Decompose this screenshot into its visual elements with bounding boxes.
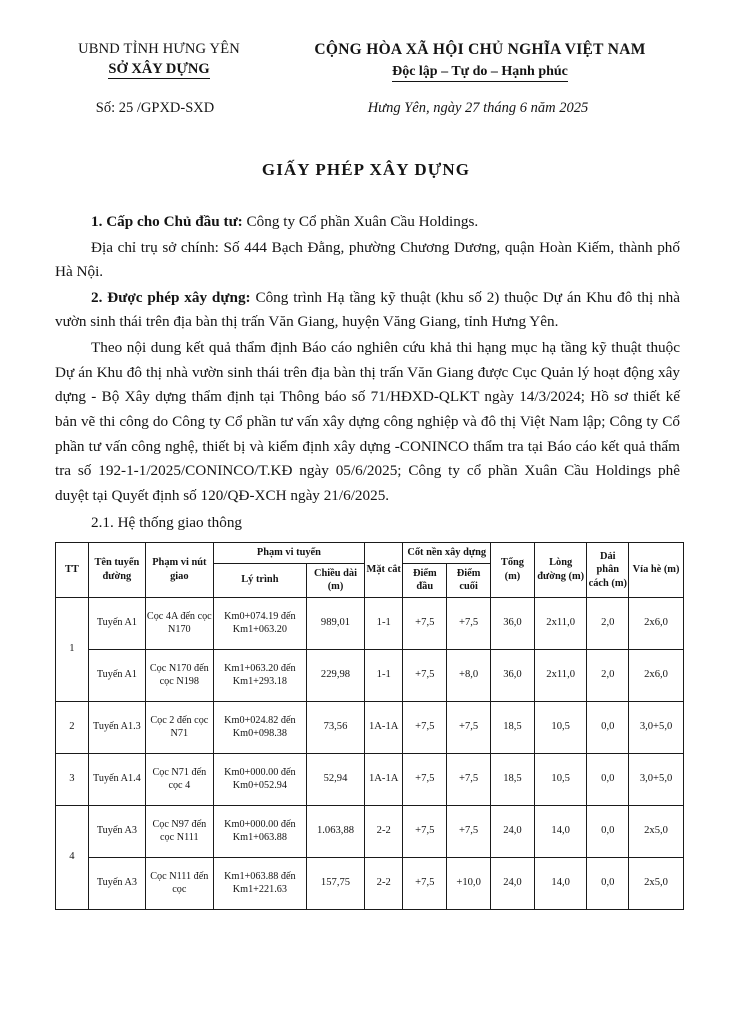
cell-chieu-dai: 1.063,88: [306, 805, 364, 857]
table-row: [56, 857, 684, 909]
document-date: Hưng Yên, ngày 27 tháng 6 năm 2025: [367, 99, 589, 116]
section-1-label: 1. Cấp cho Chủ đầu tư:: [91, 212, 243, 230]
cell-tong: 36,0: [491, 649, 535, 701]
cell-diem-cuoi: +7,5: [447, 753, 491, 805]
cell-diem-cuoi: +10,0: [447, 857, 491, 909]
table-row: [56, 753, 684, 805]
th-diem-cuoi: Điểm cuối: [447, 563, 491, 597]
investor-address-paragraph: Địa chỉ trụ sở chính: Số 444 Bạch Đằng, phường Chương Dương, quận Hoàn Kiếm, thành phố Hà Nội.: [55, 238, 680, 281]
th-mat-cat: Mặt cắt: [365, 543, 403, 598]
th-dai-phan-cach: Dải phân cách (m): [587, 543, 629, 598]
cell-mat-cat: 1-1: [365, 597, 403, 649]
cell-via-he: 3,0+5,0: [629, 753, 684, 805]
cell-tt: 1: [56, 597, 89, 701]
cell-pham-vi-nut-giao: Cọc 4A đến cọc N170: [145, 597, 213, 649]
document-number: Số: 25 /GPXD-SXD: [95, 99, 215, 116]
table-row: [56, 649, 684, 701]
cell-ten-tuyen-duong: Tuyến A1: [88, 597, 145, 649]
cell-via-he: 2x5,0: [629, 805, 684, 857]
cell-diem-dau: +7,5: [403, 857, 447, 909]
table-header-row-1: [56, 543, 684, 564]
cell-tong: 18,5: [491, 753, 535, 805]
cell-via-he: 2x5,0: [629, 857, 684, 909]
th-chieu-dai: Chiều dài (m): [306, 563, 364, 597]
section-1-text: Công ty Cổ phần Xuân Cầu Holdings.: [242, 212, 479, 230]
cell-via-he: 2x6,0: [629, 597, 684, 649]
th-diem-dau: Điểm đầu: [403, 563, 447, 597]
cell-pham-vi-nut-giao: Cọc N111 đến cọc: [145, 857, 213, 909]
cell-diem-dau: +7,5: [403, 805, 447, 857]
cell-long-duong: 14,0: [534, 857, 587, 909]
th-tt: TT: [56, 543, 89, 598]
cell-tong: 24,0: [491, 805, 535, 857]
cell-diem-cuoi: +7,5: [447, 701, 491, 753]
cell-tt: 3: [56, 753, 89, 805]
cell-diem-dau: +7,5: [403, 597, 447, 649]
cell-pham-vi-nut-giao: Cọc N71 đến cọc 4: [145, 753, 213, 805]
cell-ly-trinh: Km0+074.19 đến Km1+063.20: [213, 597, 306, 649]
table-body: [56, 597, 684, 909]
cell-via-he: 2x6,0: [629, 649, 684, 701]
page-title: GIẤY PHÉP XÂY DỰNG: [261, 159, 471, 179]
cell-tt: 4: [56, 805, 89, 909]
section-2-text: Công trình Hạ tầng kỹ thuật (khu số 2) thuộc Dự án Khu đô thị nhà vườn sinh thái trên địa bàn thị trấn Văn Giang, huyện Văng Giang, tỉnh Hưng Yên.: [55, 288, 680, 331]
th-pham-vi-nut-giao: Phạm vi nút giao: [145, 543, 213, 598]
cell-chieu-dai: 73,56: [306, 701, 364, 753]
cell-ly-trinh: Km0+024.82 đến Km0+098.38: [213, 701, 306, 753]
cell-chieu-dai: 229,98: [306, 649, 364, 701]
issuing-authority-block: [40, 40, 268, 79]
road-system-table-wrap: [0, 542, 732, 910]
cell-ten-tuyen-duong: Tuyến A1.3: [88, 701, 145, 753]
number-and-date-row: [0, 82, 732, 117]
cell-mat-cat: 2-2: [365, 857, 403, 909]
cell-tt: 2: [56, 701, 89, 753]
cell-chieu-dai: 157,75: [306, 857, 364, 909]
table-row: [56, 701, 684, 753]
cell-pham-vi-nut-giao: Cọc 2 đến cọc N71: [145, 701, 213, 753]
cell-dai-phan-cach: 2,0: [587, 597, 629, 649]
section-2-paragraph: [55, 286, 680, 335]
th-via-he: Vỉa hè (m): [629, 543, 684, 598]
cell-long-duong: 14,0: [534, 805, 587, 857]
document-header: [0, 0, 732, 82]
cell-dai-phan-cach: 0,0: [587, 701, 629, 753]
section-1-paragraph: [55, 210, 680, 235]
cell-dai-phan-cach: 0,0: [587, 805, 629, 857]
cell-diem-dau: +7,5: [403, 649, 447, 701]
cell-via-he: 3,0+5,0: [629, 701, 684, 753]
cell-mat-cat: 1A-1A: [365, 753, 403, 805]
section-2-label: 2. Được phép xây dựng:: [91, 288, 251, 306]
cell-ten-tuyen-duong: Tuyến A1: [88, 649, 145, 701]
cell-dai-phan-cach: 0,0: [587, 857, 629, 909]
cell-ten-tuyen-duong: Tuyến A3: [88, 857, 145, 909]
cell-diem-cuoi: +7,5: [447, 805, 491, 857]
cell-long-duong: 10,5: [534, 701, 587, 753]
national-motto-text: Độc lập – Tự do – Hạnh phúc: [392, 64, 568, 82]
th-long-duong: Lòng đường (m): [534, 543, 587, 598]
national-title: CỘNG HÒA XÃ HỘI CHỦ NGHĨA VIỆT NAM: [314, 41, 646, 58]
cell-chieu-dai: 52,94: [306, 753, 364, 805]
road-system-table: [55, 542, 684, 910]
th-cot-nen-xay-dung: Cốt nền xây dựng: [403, 543, 491, 564]
department-label: [50, 60, 268, 80]
cell-diem-dau: +7,5: [403, 701, 447, 753]
cell-long-duong: 2x11,0: [534, 597, 587, 649]
cell-ly-trinh: Km1+063.88 đến Km1+221.63: [213, 857, 306, 909]
cell-mat-cat: 1-1: [365, 649, 403, 701]
cell-dai-phan-cach: 0,0: [587, 753, 629, 805]
cell-diem-cuoi: +7,5: [447, 597, 491, 649]
cell-long-duong: 2x11,0: [534, 649, 587, 701]
th-tong: Tổng (m): [491, 543, 535, 598]
cell-tong: 36,0: [491, 597, 535, 649]
cell-chieu-dai: 989,01: [306, 597, 364, 649]
subsection-2-1-heading: 2.1. Hệ thống giao thông: [91, 514, 243, 532]
cell-mat-cat: 2-2: [365, 805, 403, 857]
th-ly-trinh: Lý trình: [213, 563, 306, 597]
document-body: [0, 210, 732, 536]
cell-pham-vi-nut-giao: Cọc N170 đến cọc N198: [145, 649, 213, 701]
table-row: [56, 597, 684, 649]
cell-ly-trinh: Km0+000.00 đến Km1+063.88: [213, 805, 306, 857]
cell-mat-cat: 1A-1A: [365, 701, 403, 753]
cell-ten-tuyen-duong: Tuyến A1.4: [88, 753, 145, 805]
cell-ly-trinh: Km0+000.00 đến Km0+052.94: [213, 753, 306, 805]
national-heading-block: [268, 40, 692, 82]
th-ten-tuyen-duong: Tên tuyến đường: [88, 543, 145, 598]
cell-tong: 24,0: [491, 857, 535, 909]
province-authority-label: UBND TỈNH HƯNG YÊN: [78, 41, 240, 57]
national-motto: [268, 61, 692, 82]
cell-dai-phan-cach: 2,0: [587, 649, 629, 701]
cell-ly-trinh: Km1+063.20 đến Km1+293.18: [213, 649, 306, 701]
table-row: [56, 805, 684, 857]
th-pham-vi-tuyen: Phạm vi tuyến: [213, 543, 364, 564]
appraisal-detail-paragraph: Theo nội dung kết quả thẩm định Báo cáo nghiên cứu khả thi hạng mục hạ tầng kỹ thuật thuộc Dự án Khu đô thị nhà vườn sinh thái trên địa bàn thị trấn Văn Giang được Cục Quản lý hoạt động xây dựng - Bộ Xây dựng thẩm định tại Thông báo số 71/HĐXD-QLKT ngày 14/3/2024; Hồ sơ thiết kế bản vẽ thi công do Công ty Cổ phần tư vấn xây dựng công nghiệp và đô thị Việt Nam lập; Công ty Cổ phần tư vấn công nghệ, thiết bị và kiểm định xây dựng -CONINCO thẩm tra tại Báo cáo kết quả thẩm tra số 192-1-1/2025/CONINCO/T.KĐ ngày 05/6/2025; Công ty cổ phần Xuân Cầu Holdings phê duyệt tại Quyết định số 120/QĐ-XCH ngày 21/6/2025.: [55, 339, 680, 504]
department-label-text: SỞ XÂY DỰNG: [108, 60, 210, 77]
cell-tong: 18,5: [491, 701, 535, 753]
cell-pham-vi-nut-giao: Cọc N97 đến cọc N111: [145, 805, 213, 857]
cell-ten-tuyen-duong: Tuyến A3: [88, 805, 145, 857]
cell-long-duong: 10,5: [534, 753, 587, 805]
cell-diem-cuoi: +8,0: [447, 649, 491, 701]
cell-diem-dau: +7,5: [403, 753, 447, 805]
